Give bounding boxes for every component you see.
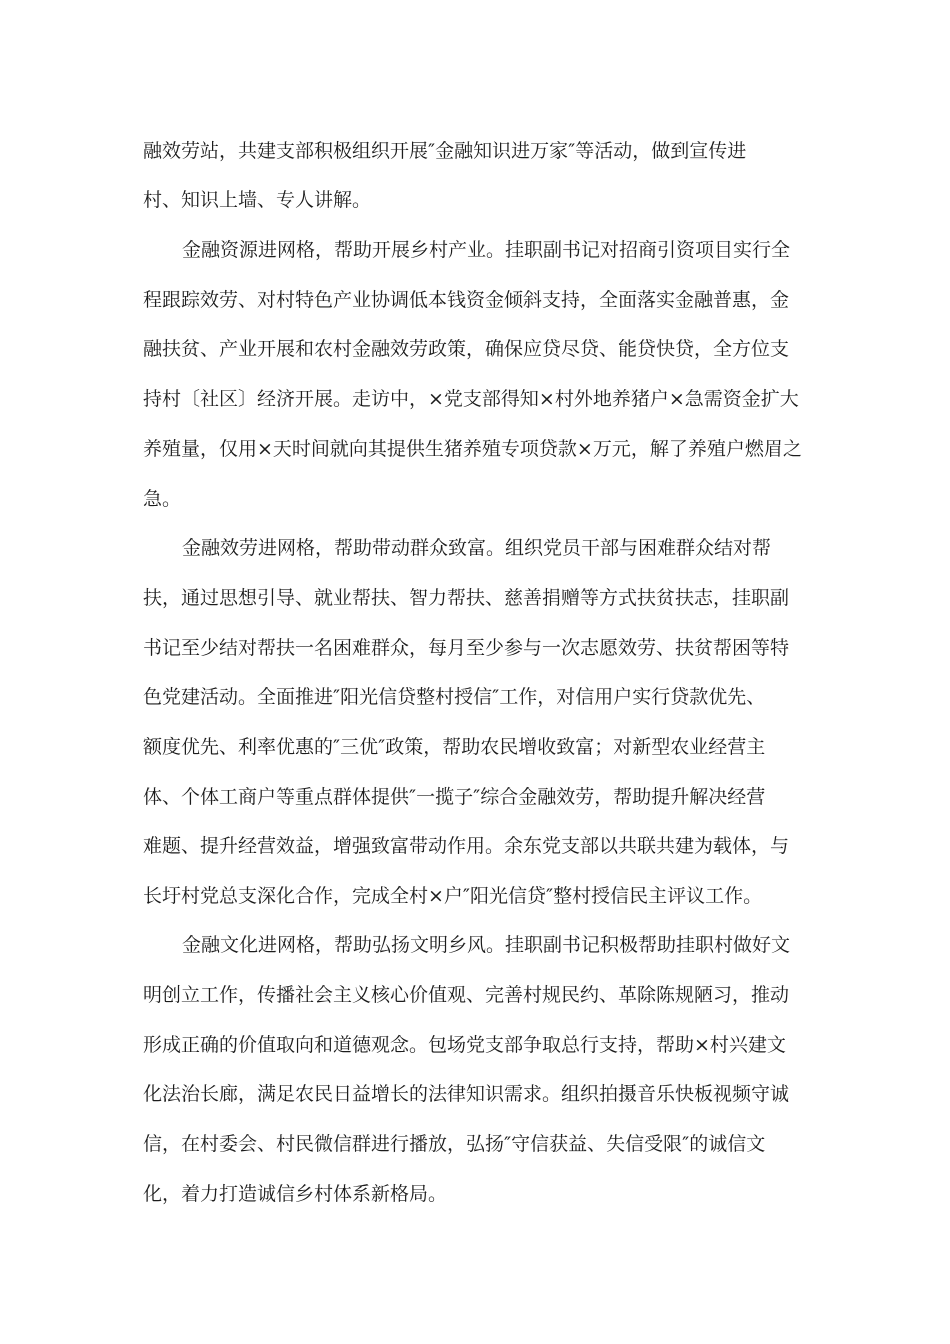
text-line-14: 体、个体工商户等重点群体提供″一揽子″综合金融效劳，帮助提升解决经营 (143, 786, 766, 808)
paragraph-start-resources: 金融资源进网格，帮助开展乡村产业。挂职副书记对招商引资项目实行全 (182, 239, 791, 261)
text-line-19: 形成正确的价值取向和道德观念。包场党支部争取总行支持，帮助×村兴建文 (143, 1034, 786, 1056)
text-line-1: 融效劳站，共建支部积极组织开展″金融知识进万家″等活动，做到宣传进 (143, 140, 747, 162)
text-line-22: 化，着力打造诚信乡村体系新格局。 (143, 1183, 448, 1205)
text-line-20: 化法治长廊，满足农民日益增长的法律知识需求。组织拍摄音乐快板视频守诚 (143, 1083, 790, 1105)
text-line-7: 养殖量，仅用×天时间就向其提供生猪养殖专项贷款×万元，解了养殖户燃眉之 (143, 438, 802, 460)
text-line-16: 长圩村党总支深化合作，完成全村×户″阳光信贷″整村授信民主评议工作。 (143, 885, 763, 907)
text-line-18: 明创立工作，传播社会主义核心价值观、完善村规民约、革除陈规陋习，推动 (143, 984, 790, 1006)
text-line-8: 急。 (143, 488, 182, 510)
text-line-5: 融扶贫、产业开展和农村金融效劳政策，确保应贷尽贷、能贷快贷，全方位支 (143, 338, 790, 360)
text-line-10: 扶，通过思想引导、就业帮扶、智力帮扶、慈善捐赠等方式扶贫扶志，挂职副 (143, 587, 790, 609)
text-line-15: 难题、提升经营效益，增强致富带动作用。余东党支部以共联共建为载体，与 (143, 835, 790, 857)
text-line-21: 信，在村委会、村民微信群进行播放，弘扬″守信获益、失信受限″的诚信文 (143, 1133, 766, 1155)
text-line-11: 书记至少结对帮扶一名困难群众，每月至少参与一次志愿效劳、扶贫帮困等特 (143, 637, 790, 659)
paragraph-start-services: 金融效劳进网格，帮助带动群众致富。组织党员干部与困难群众结对帮 (182, 537, 772, 559)
text-line-12: 色党建活动。全面推进″阳光信贷整村授信″工作，对信用户实行贷款优先、 (143, 686, 766, 708)
text-line-6: 持村〔社区〕经济开展。走访中，×党支部得知×村外地养猪户×急需资金扩大 (143, 388, 799, 410)
text-line-4: 程跟踪效劳、对村特色产业协调低本钱资金倾斜支持，全面落实金融普惠，金 (143, 289, 790, 311)
text-line-13: 额度优先、利率优惠的″三优″政策，帮助农民增收致富；对新型农业经营主 (143, 736, 766, 758)
paragraph-start-culture: 金融文化进网格，帮助弘扬文明乡风。挂职副书记积极帮助挂职村做好文 (182, 934, 791, 956)
text-line-2: 村、知识上墙、专人讲解。 (143, 189, 372, 211)
